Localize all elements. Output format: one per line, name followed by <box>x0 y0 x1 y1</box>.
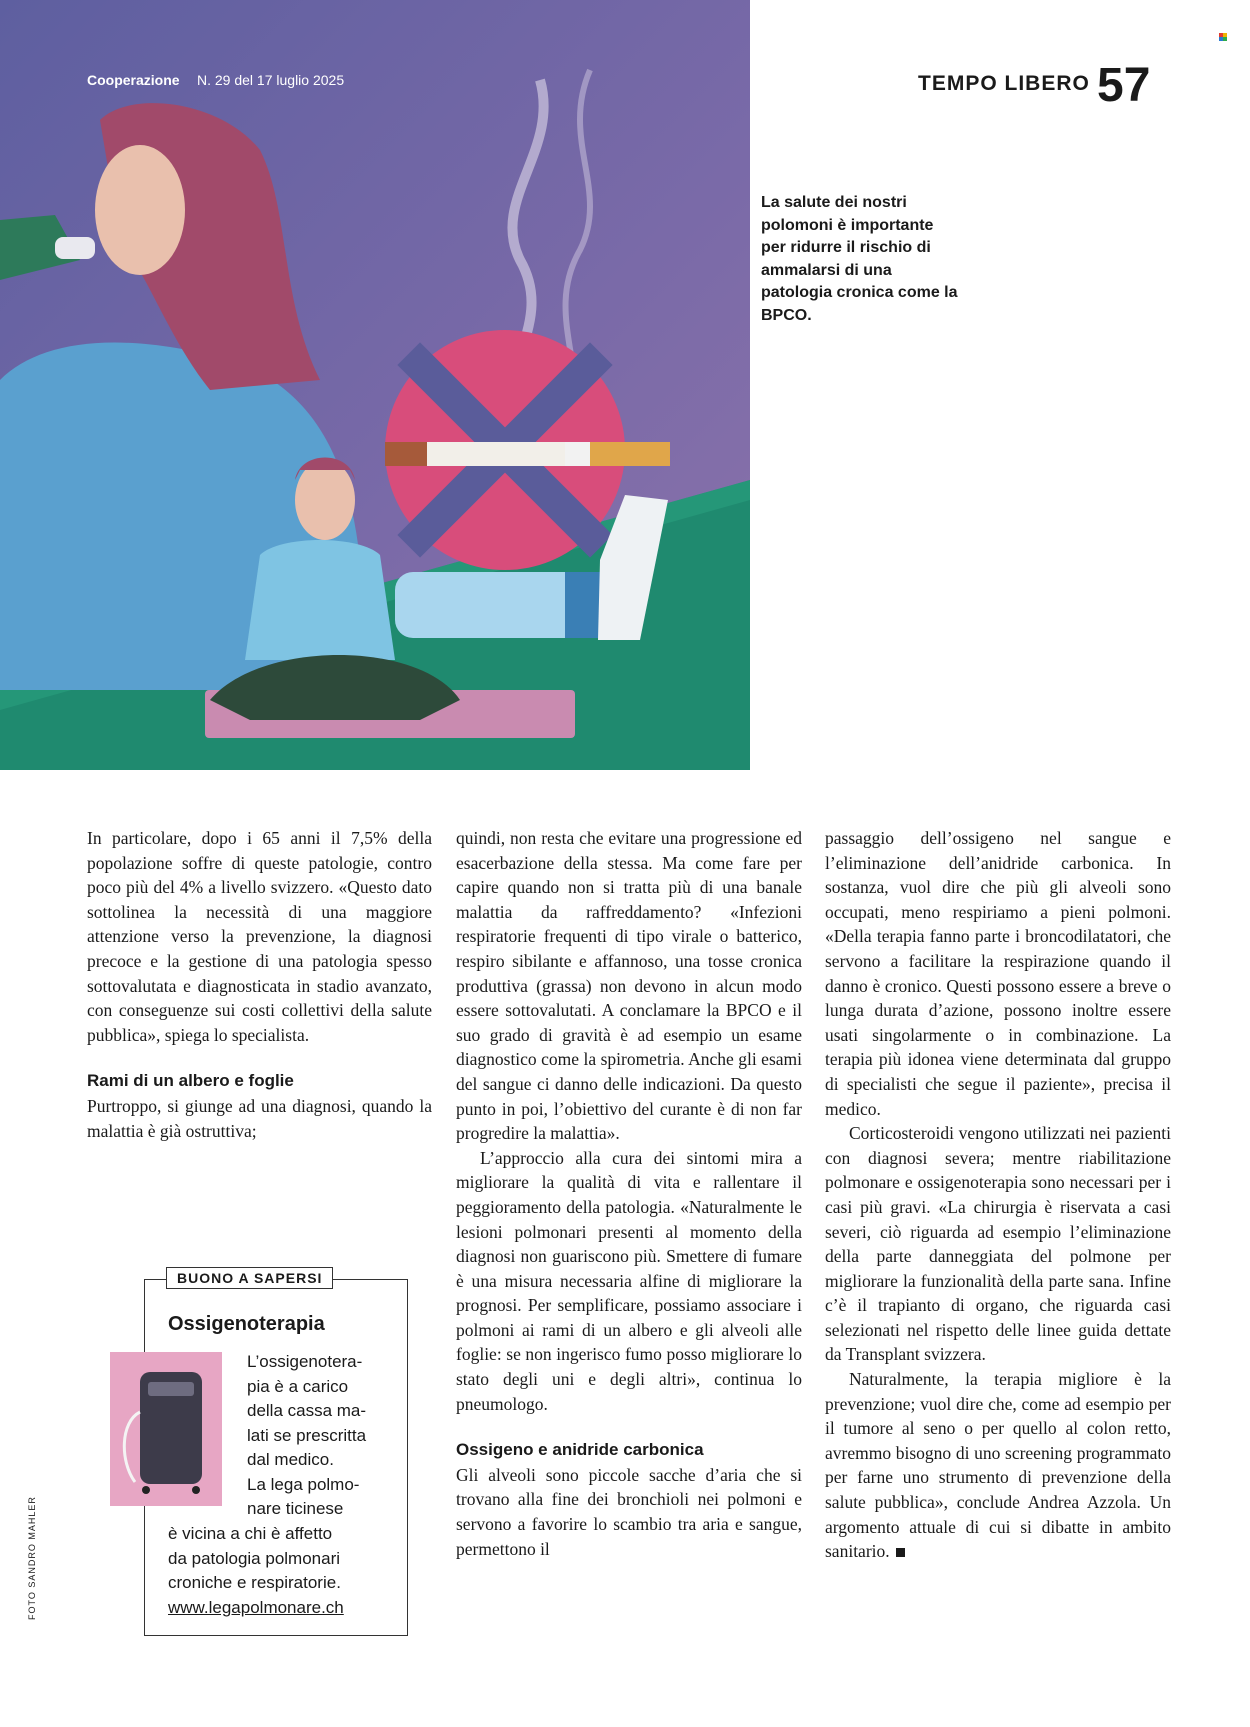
photo-credit: FOTO SANDRO MAHLER <box>27 1496 37 1620</box>
info-line: La lega polmo- <box>247 1474 360 1494</box>
subheading: Rami di un albero e foglie <box>87 1071 294 1091</box>
oxygen-concentrator-icon <box>110 1352 222 1506</box>
info-box-text-wide <box>168 1522 344 1620</box>
paragraph: Corticosteroidi vengono utilizzati nei pazienti con diagnosi severa; mentre riabilitazione polmonare e ossigenoterapia sono necessari per i casi più gravi. «La chirurgia è riservata a casi severi, ciò riguarda ad esempio l’eliminazione della parte danneggiata del polmone per migliorare la funzionalità della parte sana. Infine c’è il trapianto di organo, che riguarda casi selezionati nel rispetto delle linee guida dettate da Transplant svizzera. <box>825 1123 1171 1365</box>
page-number: 57 <box>1097 59 1151 112</box>
info-line: dal medico. <box>247 1450 334 1469</box>
paragraph: L’approccio alla cura dei sintomi mira a migliorare la qualità di vita e rallentare il peggioramento della patologia. «Naturalmente le lesioni polmonari presenti al momento della diagnosi non guariscono più. Smettere di fumare è una misura necessaria alfine di migliorare la prognosi. Per semplificare, possiamo associare i polmoni ai rami di un albero e gli alveoli alle foglie: se non ingerisco fumo posso migliorare lo stato degli uni e degli altri», continua lo pneumologo. <box>456 1147 802 1414</box>
info-line: pia è a carico <box>247 1376 349 1396</box>
section-label: TEMPO LIBERO <box>918 72 1090 95</box>
column-1 <box>87 826 432 1143</box>
issue-info: N. 29 del 17 luglio 2025 <box>197 72 345 88</box>
paragraph-text: Naturalmente, la terapia migliore è la prevenzione; vuol dire che, come ad esempio per il tumore al seno o per quello al colon retto, avremmo bisogno di uno screening programmato per farne uno strumento di prevenzione della salute pubblica», conclude Andrea Azzola. Un argomento attuale di cui si dibatte in ambito sanitario. <box>825 1369 1171 1562</box>
column-2 <box>456 826 802 1561</box>
paragraph: quindi, non resta che evitare una progressione ed esacerbazione della stessa. Ma come fare per capire quando non si tratta più di una banale malattia da raffreddamento? «Infezioni respiratorie frequenti di tipo virale o batterico, respiro sibilante e affannoso, una tosse cronica produttiva (grassa) non devono in alcun modo essere sottovalutati. A conclamare la BPCO e il suo grado di gravità è ad esempio un esame diagnostico come la spirometria. Anche gli esami del sangue ci danno delle indicazioni. Da questo punto in poi, l’obiettivo del curante è di non far progredire la malattia». <box>456 828 802 1144</box>
end-mark-icon <box>896 1548 905 1557</box>
image-caption: La salute dei nostri polomoni è importante per ridurre il rischio di ammalarsi di una patologia cronica come la BPCO. <box>761 194 958 324</box>
info-line: è vicina a chi è affetto <box>168 1524 333 1543</box>
lega-polmonare-link[interactable]: www.legapolmonare.ch <box>168 1597 344 1617</box>
color-mark-icon <box>1219 33 1227 41</box>
info-line: croniche e respiratorie. <box>168 1573 341 1592</box>
subheading: Ossigeno e anidride carbonica <box>456 1440 704 1460</box>
info-line: lati se prescritta <box>247 1425 367 1445</box>
paragraph <box>825 1367 1171 1564</box>
info-box-text-narrow <box>247 1350 366 1522</box>
info-box-tag: BUONO A SAPERSI <box>166 1267 333 1289</box>
paragraph: Gli alveoli sono piccole sacche d’aria che si trovano alla fine dei bronchioli nei polmoni e servono a favorire lo scambio tra aria e sangue, permettono il <box>456 1464 802 1559</box>
paragraph: Purtroppo, si giunge ad una diagnosi, quando la malattia è già ostruttiva; <box>87 1095 432 1141</box>
info-line: da patologia polmonari <box>168 1548 341 1568</box>
info-line: L’ossigenotera- <box>247 1352 363 1371</box>
column-3 <box>825 826 1171 1564</box>
info-box-title: Ossigenoterapia <box>168 1313 325 1335</box>
info-line: della cassa ma- <box>247 1401 367 1420</box>
info-line: nare ticinese <box>247 1499 344 1518</box>
publication-name: Cooperazione <box>87 72 180 88</box>
cover-illustration <box>0 0 750 770</box>
paragraph: In particolare, dopo i 65 anni il 7,5% della popolazione soffre di queste patologie, contro poco più del 4% a livello svizzero. «Questo dato sottolinea la necessità di una maggiore attenzione verso la prevenzione, la diagnosi precoce e la gestione di una patologia spesso sottovalutata e diagnosticata in stadio avanzato, con conseguenze sui costi collettivi della salute pubblica», spiega lo specialista. <box>87 828 432 1045</box>
illustration-art <box>0 0 750 770</box>
oxygen-concentrator-image <box>110 1352 222 1506</box>
paragraph: passaggio dell’ossigeno nel sangue e l’eliminazione dell’anidride carbonica. In sostanza, vuol dire che più gli alveoli sono occupati, meno respiriamo a pieni polmoni. «Della terapia fanno parte i broncodilatatori, che servono a facilitare la respirazione quando il danno è cronico. Questi possono essere a breve o lunga durata d’azione, possono inoltre essere usati singolarmente o in combinazione. La terapia più idonea viene determinata dal gruppo di specialisti che segue il paziente», precisa il medico. <box>825 828 1171 1119</box>
